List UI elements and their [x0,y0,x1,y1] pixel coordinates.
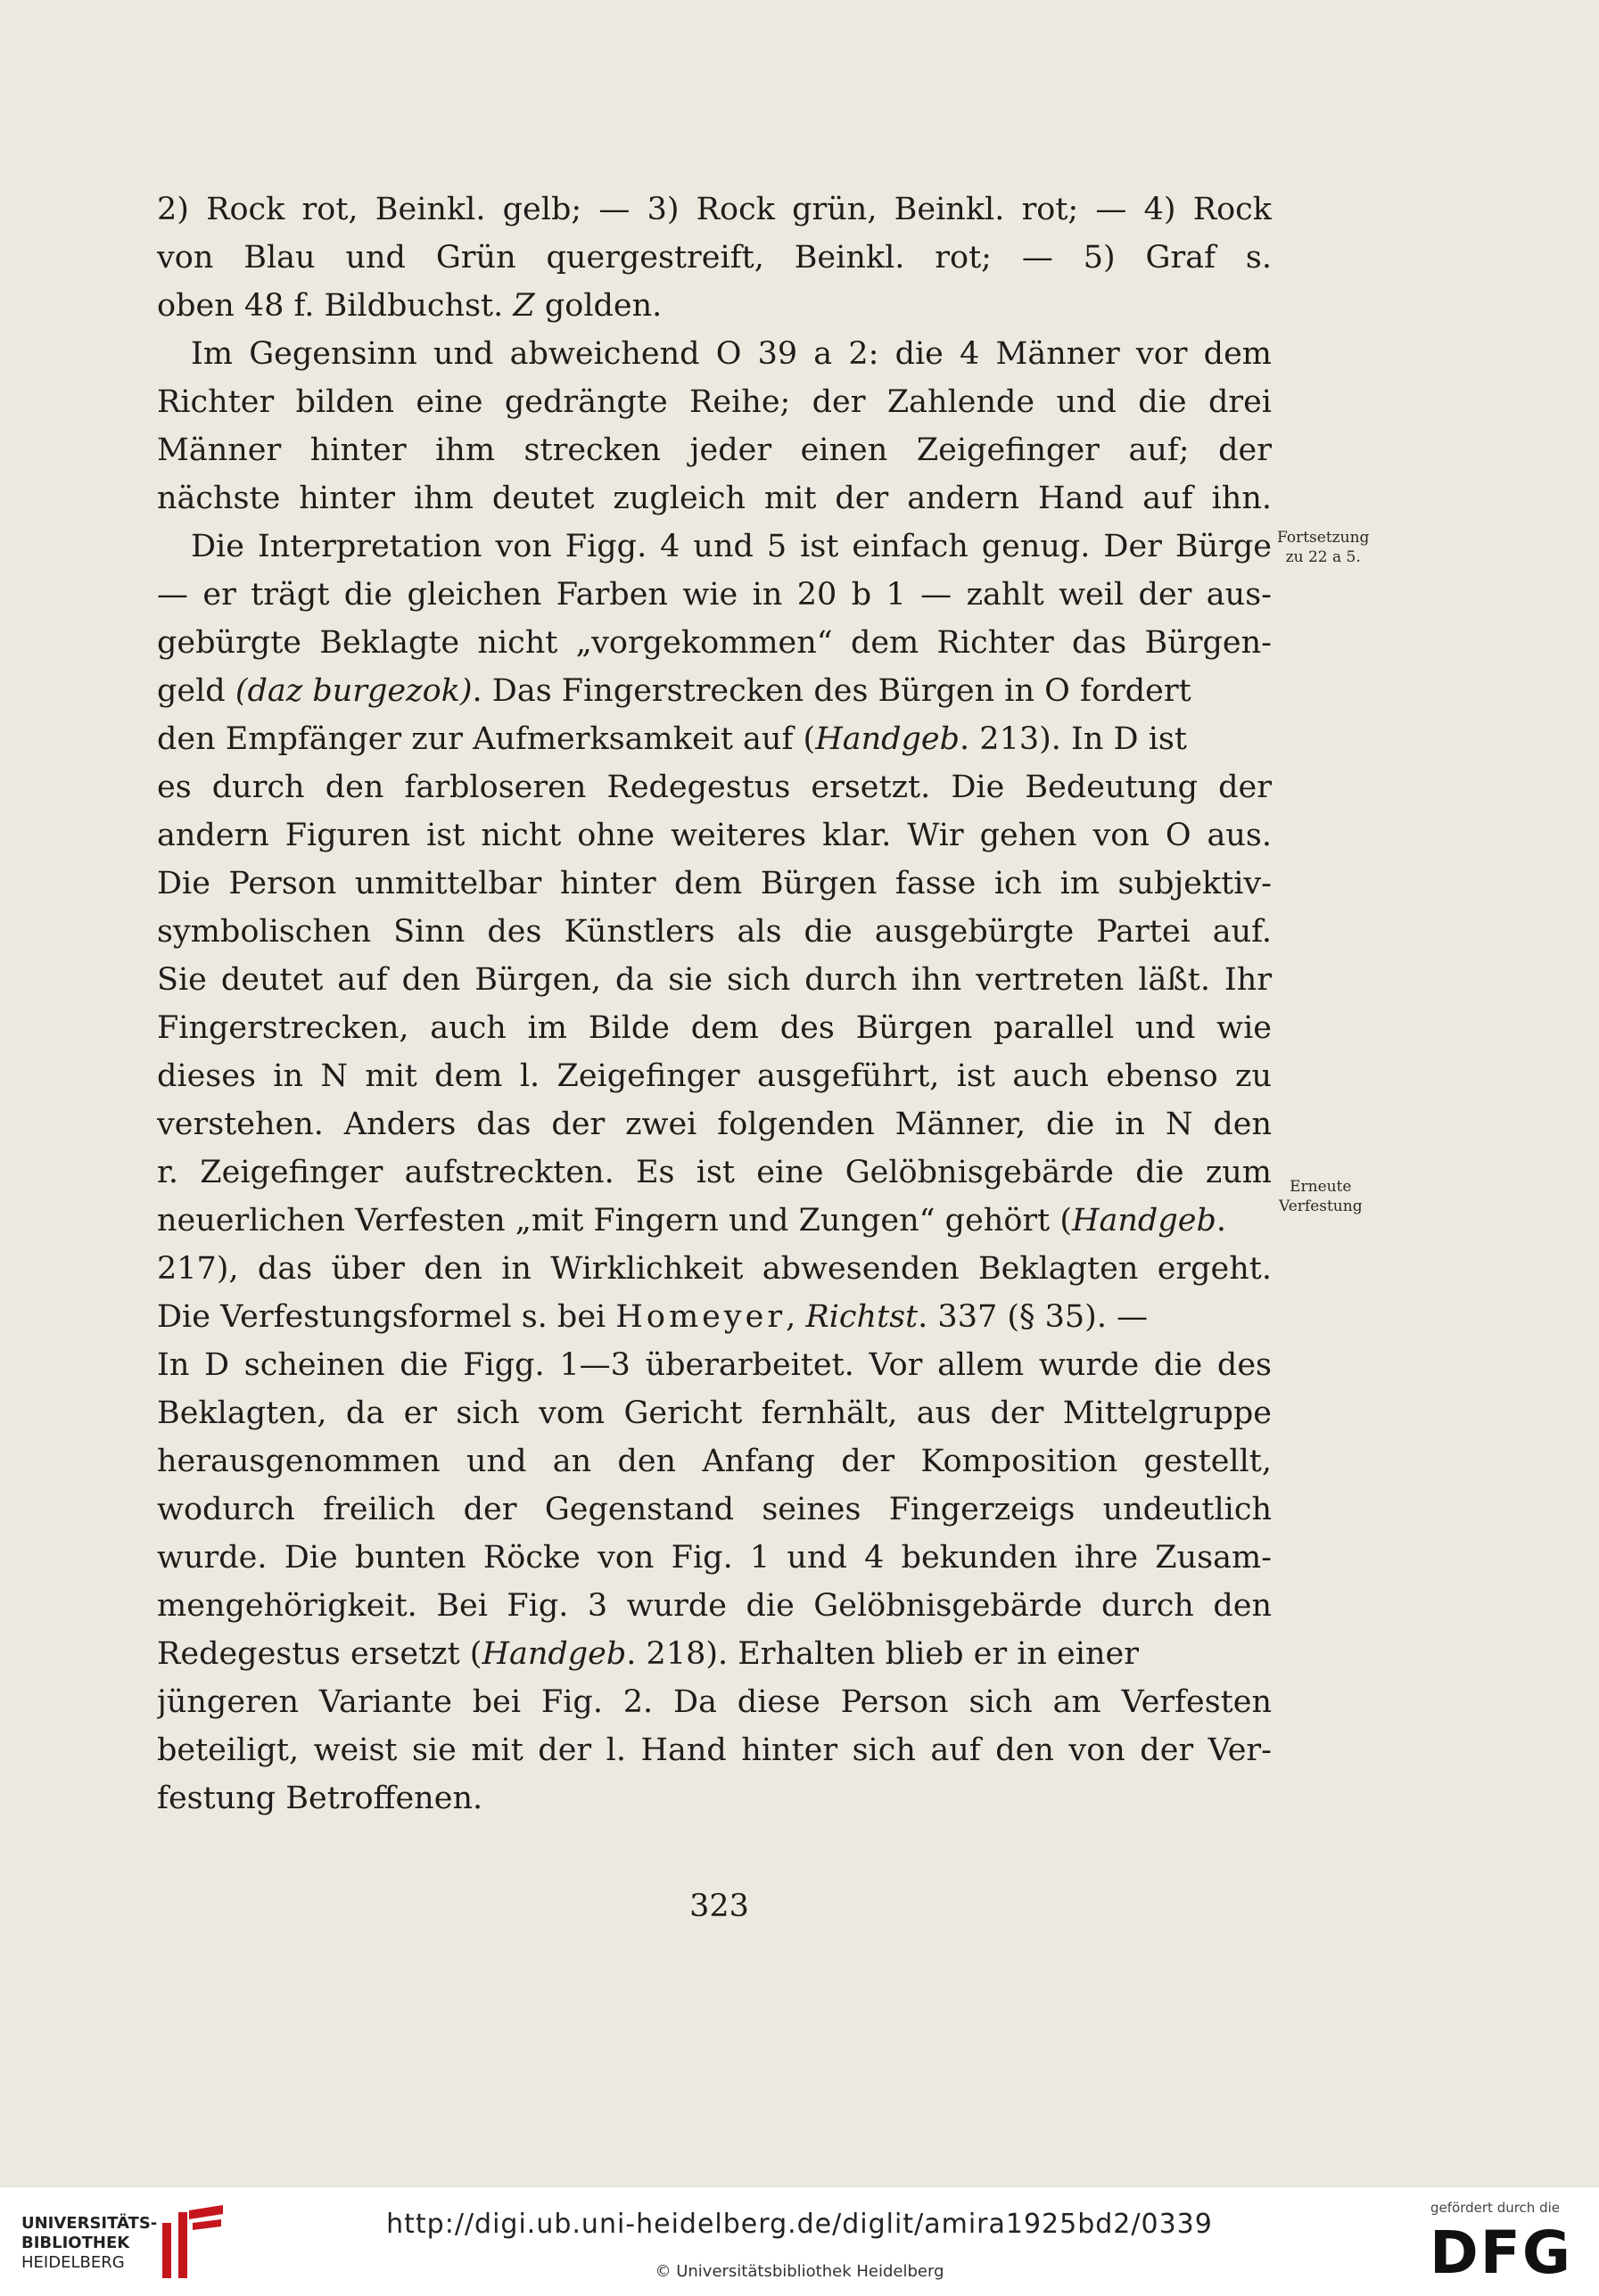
italic-text: Handgeb [1071,1203,1216,1239]
permalink-url[interactable]: http://digi.ub.uni-heidelberg.de/diglit/amira1925bd2/0339 [386,2209,1213,2240]
library-name-line: UNIVERSITÄTS- [21,2214,158,2233]
italic-text: (daz burgezok) [235,673,473,709]
text-line: — er trägt die gleichen Farben wie in 20 b 1 — zahlt weil der aus- [157,577,1272,613]
text-line: Beklagten, da er sich vom Gericht fernhält, aus der Mittelgruppe [157,1395,1272,1431]
text-span: den Empfänger zur Aufmerksamkeit auf ( [157,721,816,757]
text-span: oben 48 f. Bildbuchst. [157,288,504,324]
text-line [157,1293,1272,1341]
text-span: . Das Fingerstrecken des Bürgen in O fordert [472,673,1191,709]
text-line: wodurch freilich der Gegenstand seines Fingerzeigs undeutlich [157,1492,1272,1527]
text-span: . [1216,1203,1226,1239]
text-span: Die Verfestungsformel s. bei [157,1299,606,1335]
text-line: verstehen. Anders das der zwei folgenden Männer, die in N den [157,1107,1272,1142]
italic-text: Handgeb [482,1636,627,1672]
text-line: andern Figuren ist nicht ohne weiteres klar. Wir gehen von O aus. [157,818,1272,853]
dfg-logo[interactable]: DFG [1429,2218,1572,2287]
copyright-notice: © Universitätsbibliothek Heidelberg [655,2262,944,2281]
text-span: , [786,1299,796,1335]
text-line [157,1630,1272,1678]
text-line [157,667,1272,715]
text-line: In D scheinen die Figg. 1—3 überarbeitet. Vor allem wurde die des [157,1347,1272,1383]
text-span: . 337 (§ 35). — [918,1299,1149,1335]
italic-text: Z [513,288,535,324]
text-line: von Blau und Grün quergestreift, Beinkl. rot; — 5) Graf s. [157,240,1272,276]
text-line: es durch den farbloseren Redegestus ersetzt. Die Bedeutung der [157,769,1272,805]
text-line: 2) Rock rot, Beinkl. gelb; — 3) Rock grün, Beinkl. rot; — 4) Rock [157,192,1272,227]
margin-note-line: Fortsetzung [1277,529,1370,547]
library-name-line: BIBLIOTHEK [21,2234,130,2252]
text-line [157,715,1272,763]
footer-bar [0,2186,1599,2296]
text-line: 217), das über den in Wirklichkeit abwesenden Beklagten ergeht. [157,1251,1272,1287]
text-line: jüngeren Variante bei Fig. 2. Da diese Person sich am Verfesten [157,1684,1272,1720]
margin-note [1279,1177,1363,1216]
dfg-caption: gefördert durch die [1430,2200,1560,2216]
margin-note-line: Erneute [1290,1178,1352,1196]
margin-note-line: Verfestung [1279,1197,1363,1215]
text-line: mengehörigkeit. Bei Fig. 3 wurde die Gelöbnisgebärde durch den [157,1588,1272,1624]
text-span: . 213). In D ist [960,721,1187,757]
text-line: Richter bilden eine gedrängte Reihe; der Zahlende und die drei [157,384,1272,420]
text-line: wurde. Die bunten Röcke von Fig. 1 und 4 bekunden ihre Zusam- [157,1540,1272,1576]
text-line [157,1197,1272,1245]
page-number: 323 [689,1889,749,1924]
text-line: Die Interpretation von Figg. 4 und 5 ist einfach genug. Der Bürge [191,529,1272,564]
text-line: r. Zeigefinger aufstreckten. Es ist eine Gelöbnisgebärde die zum [157,1155,1272,1190]
text-span: neuerlichen Verfesten „mit Fingern und Zungen“ gehört ( [157,1203,1072,1239]
body-text [157,185,1272,1823]
margin-note [1277,528,1369,567]
text-line: dieses in N mit dem l. Zeigefinger ausgeführt, ist auch ebenso zu [157,1058,1272,1094]
text-line: Männer hinter ihm strecken jeder einen Zeigefinger auf; der [157,432,1272,468]
text-line: nächste hinter ihm deutet zugleich mit der andern Hand auf ihn. [157,481,1272,516]
text-line: Sie deutet auf den Bürgen, da sie sich durch ihn vertreten läßt. Ihr [157,962,1272,998]
text-line: festung Betroffenen. [157,1781,483,1816]
text-line: Die Person unmittelbar hinter dem Bürgen fasse ich im subjektiv- [157,866,1272,901]
text-line: symbolischen Sinn des Künstlers als die ausgebürgte Partei auf. [157,914,1272,950]
text-line: Fingerstrecken, auch im Bilde dem des Bürgen parallel und wie [157,1010,1272,1046]
text-line: Im Gegensinn und abweichend O 39 a 2: die 4 Männer vor dem [191,336,1272,372]
library-name-line: HEIDELBERG [21,2253,125,2272]
text-line: beteiligt, weist sie mit der l. Hand hinter sich auf den von der Ver- [157,1732,1272,1768]
margin-note-line: zu 22 a 5. [1285,548,1361,566]
text-span: Redegestus ersetzt ( [157,1636,482,1672]
text-line [157,282,1272,330]
text-span: golden. [544,288,663,324]
text-span: geld [157,673,226,709]
italic-text: Handgeb [815,721,960,757]
text-line: gebürgte Beklagte nicht „vorgekommen“ dem Richter das Bürgen- [157,625,1272,661]
italic-text: Richtst [805,1299,919,1335]
spaced-name: Homeyer [615,1299,787,1335]
text-span: . 218). Erhalten blieb er in einer [626,1636,1139,1672]
text-line: herausgenommen und an den Anfang der Komposition gestellt, [157,1444,1272,1479]
